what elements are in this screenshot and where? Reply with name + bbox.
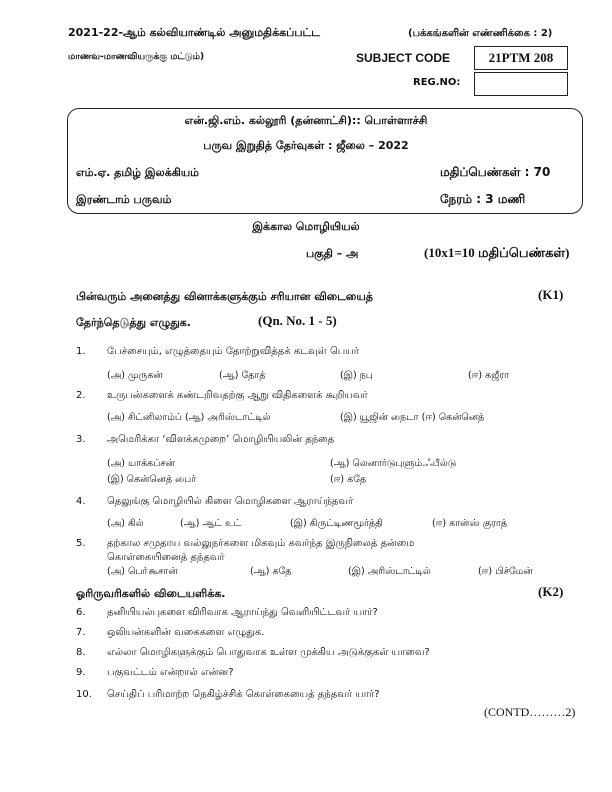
reg-no-label: REG.NO: [413, 77, 461, 88]
k1-level: (K1) [538, 287, 564, 302]
question-number: 4. [76, 496, 86, 507]
option-a: (அ) யாக்கப்சன் [107, 458, 175, 469]
question-number: 10. [76, 689, 92, 700]
students-only-note: மாணவ-மாணவியருக்கு மட்டும்) [68, 52, 205, 62]
option-a: (அ) பொ்கூசான் [107, 566, 178, 577]
question-text: செய்திப் பரிமாற்ற நெகிழ்ச்சிக் கொள்கையைத் தந்தவர் யார்? [107, 689, 380, 700]
option-d: (ஈ) கதே [330, 474, 367, 485]
question-text: தெலுங்கு மொழியில் கிளை மொழிகளை ஆராய்ந்தவர் [107, 496, 354, 507]
question-text: தனியியல்புகளை விரிவாக ஆராய்ந்து வெளியிட்டவர் யார்? [107, 607, 378, 618]
paper-title: இக்கால மொழியியல் [252, 220, 360, 233]
semester: இரண்டாம் பருவம் [76, 193, 172, 206]
college-name: என்.ஜி.எம். கல்லூரி (தன்னாட்சி):: பொள்ளாச்சி [184, 114, 428, 127]
subject-code-label: SUBJECT CODE [356, 51, 451, 65]
option-c: (இ) கிருட்டிணமூர்த்தி [290, 518, 383, 529]
subject-code-box [474, 46, 568, 70]
question-text: ஒலியன்களின் வகைகளை எழுதுக. [107, 627, 265, 638]
question-text-line-2: கொள்கையினைத் தந்தவர் [107, 552, 225, 563]
option-d: (ஈ) கஜீரா [468, 370, 510, 381]
max-marks: மதிப்பெண்கள் : 70 [440, 165, 551, 179]
option-a-b: (அ) சிட்னிலாம்ப் (ஆ) அரிஸ்டாட்டில் [107, 412, 271, 423]
k2-level: (K2) [538, 584, 564, 599]
option-a: (அ) கில் [107, 518, 144, 529]
question-number: 9. [76, 667, 86, 678]
option-c-d: (இ) யூஜின் நைடா (ஈ) கென்னெத் [340, 412, 485, 423]
question-number: 8. [76, 647, 86, 658]
option-b: (ஆ) லெனார்டுபுளும்.ஃபீல்டு [330, 458, 457, 469]
section-marks: (10x1=10 மதிப்பெண்கள்) [424, 245, 570, 260]
question-range: (Qn. No. 1 - 5) [258, 313, 337, 328]
option-d: (ஈ) கான்ஸ் குராத் [432, 518, 508, 529]
question-text: எல்லா மொழிகளுக்கும் பொதுவாக உள்ள முக்கிய அடுக்குகள் யாவை? [107, 647, 430, 658]
option-d: (ஈ) பிச்மேன் [478, 566, 533, 577]
short-answer-instruction: ஓரிருவரிகளில் விடையளிக்க. [76, 587, 226, 600]
option-b: (ஆ) ஆட் உட் [180, 518, 242, 529]
exam-time: நேரம் : 3 மணி [440, 192, 526, 206]
question-text: பகுவட்டம் என்றால் என்ன? [107, 667, 234, 678]
page-count: (பக்கங்களின் எண்ணிக்கை : 2) [408, 28, 553, 39]
reg-no-field[interactable] [474, 72, 568, 96]
question-number: 6. [76, 607, 86, 618]
year-line: 2021-22-ஆம் கல்வியாண்டில் அனுமதிக்கப்பட்ட [68, 26, 321, 39]
question-text: உருபன்களைக் கண்டறிவதற்கு ஆறு விதிகளைக் கூறியவர் [107, 390, 368, 401]
question-number: 7. [76, 627, 86, 638]
option-b: (ஆ) கதே [250, 566, 292, 577]
option-c: (இ) நபு [340, 370, 373, 381]
instruction-line-1: பின்வரும் அனைத்து வினாக்களுக்கும் சரியான விடையைத் [76, 290, 373, 303]
question-text: அமெரிக்கா ‘விளக்கமுறை’ மொழியியலின் தந்தை [107, 434, 335, 445]
continued-note: (CONTD………2) [484, 705, 576, 719]
question-number: 2. [76, 390, 86, 401]
course-name: எம்.ஏ. தமிழ் இலக்கியம் [76, 166, 200, 179]
instruction-line-2: தேர்ந்தெடுத்து எழுதுக. [76, 316, 191, 329]
subject-code-value: 21PTM 208 [488, 50, 554, 65]
question-text: தற்கால சமுதாய வல்லுநர்களை மிகவும் கவர்ந்த இருநிலைத் தன்மை [107, 538, 415, 549]
option-c: (இ) கென்னெத் பைர் [107, 474, 197, 485]
option-c: (இ) அரிஸ்டாட்டில் [348, 566, 431, 577]
option-a: (அ) முருகன் [107, 370, 163, 381]
question-text: பேச்சையும், எழுத்தையும் தோற்றுவித்தக் கடவுள் பெயர் [107, 346, 359, 357]
question-number: 5. [76, 538, 86, 549]
section-name: பகுதி – அ [306, 247, 359, 260]
option-b: (ஆ) தோத் [219, 370, 266, 381]
question-number: 3. [76, 434, 86, 445]
exam-title: பருவ இறுதித் தேர்வுகள் : ஜீலை – 2022 [203, 139, 409, 152]
question-number: 1. [76, 346, 86, 357]
